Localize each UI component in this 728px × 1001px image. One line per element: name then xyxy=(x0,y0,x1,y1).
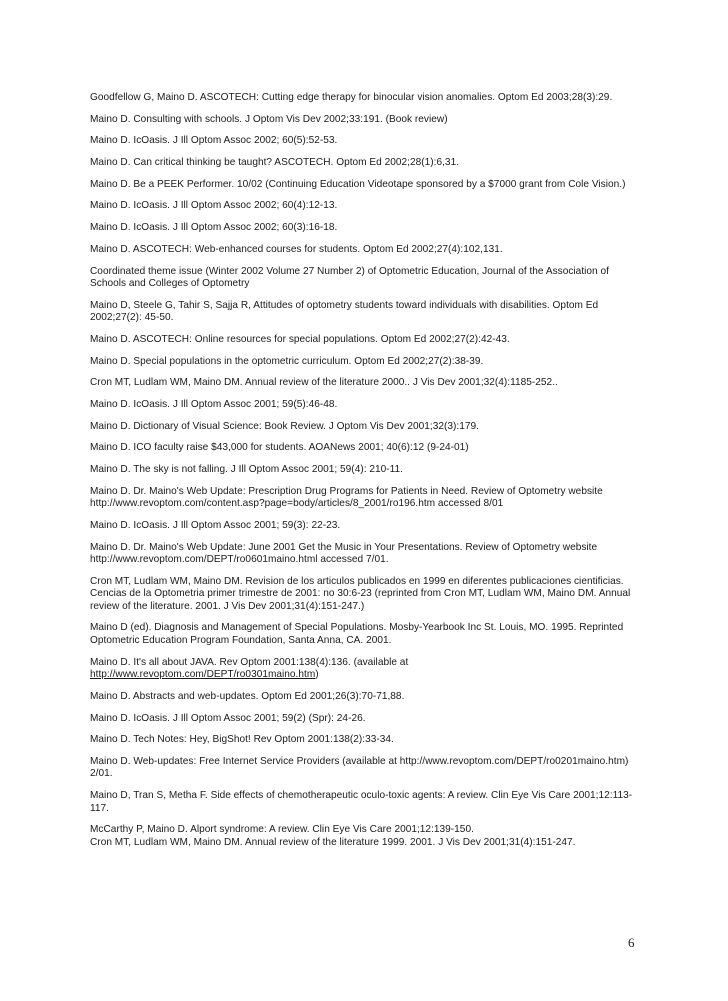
reference-entry xyxy=(90,135,650,148)
reference-entry xyxy=(90,622,650,647)
reference-line: Goodfellow G, Maino D. ASCOTECH: Cutting edge therapy for binocular vision anomalies. Optom Ed 2003;28(3):29. xyxy=(90,92,613,103)
reference-line: Maino D. Abstracts and web-updates. Optom Ed 2001;26(3):70-71,88. xyxy=(90,690,405,702)
reference-entry xyxy=(90,542,650,567)
reference-line: 2002;27(2): 45-50. xyxy=(90,312,174,324)
reference-link[interactable]: http://www.revoptom.com/DEPT/ro0301maino.htm xyxy=(90,669,316,681)
reference-line: Maino D. IcOasis. J Ill Optom Assoc 2001; 59(2) (Spr): 24-26. xyxy=(90,712,366,724)
reference-line: Maino D. Tech Notes: Hey, BigShot! Rev Optom 2001:138(2):33-34. xyxy=(90,734,394,746)
reference-line: Maino D. Dr. Maino's Web Update: Prescription Drug Programs for Patients in Need. Review of Optometry website xyxy=(90,485,603,497)
reference-entry xyxy=(90,157,650,170)
reference-line: Schools and Colleges of Optometry xyxy=(90,278,250,289)
reference-entry xyxy=(90,464,650,477)
reference-line: Coordinated theme issue (Winter 2002 Volume 27 Number 2) of Optometric Education, Journal of the Association of xyxy=(90,265,609,277)
reference-entry xyxy=(90,399,650,412)
reference-entry xyxy=(90,713,650,726)
reference-line: Maino D. ASCOTECH: Online resources for special populations. Optom Ed 2002;27(2):42-43. xyxy=(90,333,510,345)
reference-line: http://www.revoptom.com/DEPT/ro0601maino.html accessed 7/01. xyxy=(90,554,389,566)
reference-entry xyxy=(90,734,650,747)
reference-line: 2/01. xyxy=(90,768,113,780)
reference-entry xyxy=(90,266,650,291)
reference-line: Maino D. IcOasis. J Ill Optom Assoc 2001; 59(3): 22-23. xyxy=(90,519,341,531)
reference-entry xyxy=(90,200,650,213)
reference-line: Maino D. IcOasis. J Ill Optom Assoc 2002; 60(5):52-53. xyxy=(90,135,338,147)
reference-entry xyxy=(90,222,650,235)
reference-line: Cron MT, Ludlam WM, Maino DM. Revision de los articulos publicados en 1999 en diferentes publicaciones cientificias. xyxy=(90,575,624,587)
reference-line: Maino D. ASCOTECH: Web-enhanced courses for students. Optom Ed 2002;27(4):102,131. xyxy=(90,243,503,255)
reference-line: Maino D (ed). Diagnosis and Management of Special Populations. Mosby-Yearbook Inc St. Louis, MO. 1995. Reprinted xyxy=(90,622,624,634)
reference-line: McCarthy P, Maino D. Alport syndrome: A review. Clin Eye Vis Care 2001;12:139-150. xyxy=(90,824,474,836)
reference-line: Maino D. ICO faculty raise $43,000 for students. AOANews 2001; 40(6):12 (9-24-01) xyxy=(90,442,469,454)
reference-entry xyxy=(90,691,650,704)
reference-entry xyxy=(90,179,650,192)
reference-line: Maino D, Steele G, Tahir S, Sajja R, Attitudes of optometry students toward individuals with disabilities. Optom Ed xyxy=(90,299,599,311)
reference-line: Maino D. Be a PEEK Performer. 10/02 (Continuing Education Videotape sponsored by a $7000 grant from Cole Vision.) xyxy=(90,178,626,190)
reference-line: http://www.revoptom.com/DEPT/ro0301maino.htm) xyxy=(90,669,319,681)
reference-line: Cron MT, Ludlam WM, Maino DM. Annual review of the literature 1999. 2001. J Vis Dev 2001;31(4):151-247. xyxy=(90,836,576,848)
reference-entry xyxy=(90,114,650,127)
reference-line: Maino D. Special populations in the optometric curriculum. Optom Ed 2002;27(2):38-39. xyxy=(90,355,484,367)
reference-entry xyxy=(90,520,650,533)
reference-entry xyxy=(90,377,650,390)
reference-line: Maino D. Consulting with schools. J Optom Vis Dev 2002;33:191. (Book review) xyxy=(90,113,448,125)
reference-list xyxy=(90,92,650,858)
reference-line: Maino D. It's all about JAVA. Rev Optom 2001:138(4):136. (available at xyxy=(90,656,409,668)
reference-line: Cron MT, Ludlam WM, Maino DM. Annual review of the literature 2000.. J Vis Dev 2001;32(4):1185-252.. xyxy=(90,377,558,389)
reference-line: Maino D. Web-updates: Free Internet Service Providers (available at http://www.revoptom.com/DEPT/ro0201maino.htm) xyxy=(90,755,629,767)
reference-line: Optometric Education Program Foundation, Santa Anna, CA. 2001. xyxy=(90,634,392,646)
reference-entry xyxy=(90,92,650,105)
reference-entry xyxy=(90,657,650,682)
reference-line: 117. xyxy=(90,802,109,814)
reference-line: Maino D. IcOasis. J Ill Optom Assoc 2002; 60(3):16-18. xyxy=(90,222,338,234)
reference-entry xyxy=(90,421,650,434)
page-number: 6 xyxy=(628,935,635,950)
reference-entry xyxy=(90,334,650,347)
reference-line: Cencias de la Optometria primer trimestre de 2001: no 30:6-23 (reprinted from Cron MT, Ludlam WM, Maino DM. Annual xyxy=(90,588,631,600)
reference-line: Maino D. Can critical thinking be taught? ASCOTECH. Optom Ed 2002;28(1):6,31. xyxy=(90,157,460,169)
reference-entry xyxy=(90,244,650,257)
reference-line: review of the literature. 2001. J Vis Dev 2001;31(4):151-247.) xyxy=(90,600,365,612)
reference-entry xyxy=(90,486,650,511)
reference-entry xyxy=(90,756,650,781)
reference-line: Maino D. The sky is not falling. J Ill Optom Assoc 2001; 59(4): 210-11. xyxy=(90,464,403,475)
reference-line: Maino D. IcOasis. J Ill Optom Assoc 2001; 59(5):46-48. xyxy=(90,398,338,410)
reference-entry xyxy=(90,576,650,614)
reference-line: http://www.revoptom.com/content.asp?page=body/articles/8_2001/ro196.htm accessed 8/01 xyxy=(90,498,504,510)
reference-line: Maino D. Dictionary of Visual Science: Book Review. J Optom Vis Dev 2001;32(3):179. xyxy=(90,420,479,432)
reference-line: Maino D. IcOasis. J Ill Optom Assoc 2002; 60(4):12-13. xyxy=(90,200,338,212)
reference-line: Maino D. Dr. Maino's Web Update: June 2001 Get the Music in Your Presentations. Review of Optometry website xyxy=(90,541,598,553)
reference-line: Maino D, Tran S, Metha F. Side effects of chemotherapeutic oculo-toxic agents: A review. Clin Eye Vis Care 2001;12:113- xyxy=(90,790,633,802)
reference-entry xyxy=(90,790,650,815)
reference-entry xyxy=(90,356,650,369)
reference-entry xyxy=(90,442,650,455)
reference-entry xyxy=(90,824,650,849)
reference-entry xyxy=(90,300,650,325)
